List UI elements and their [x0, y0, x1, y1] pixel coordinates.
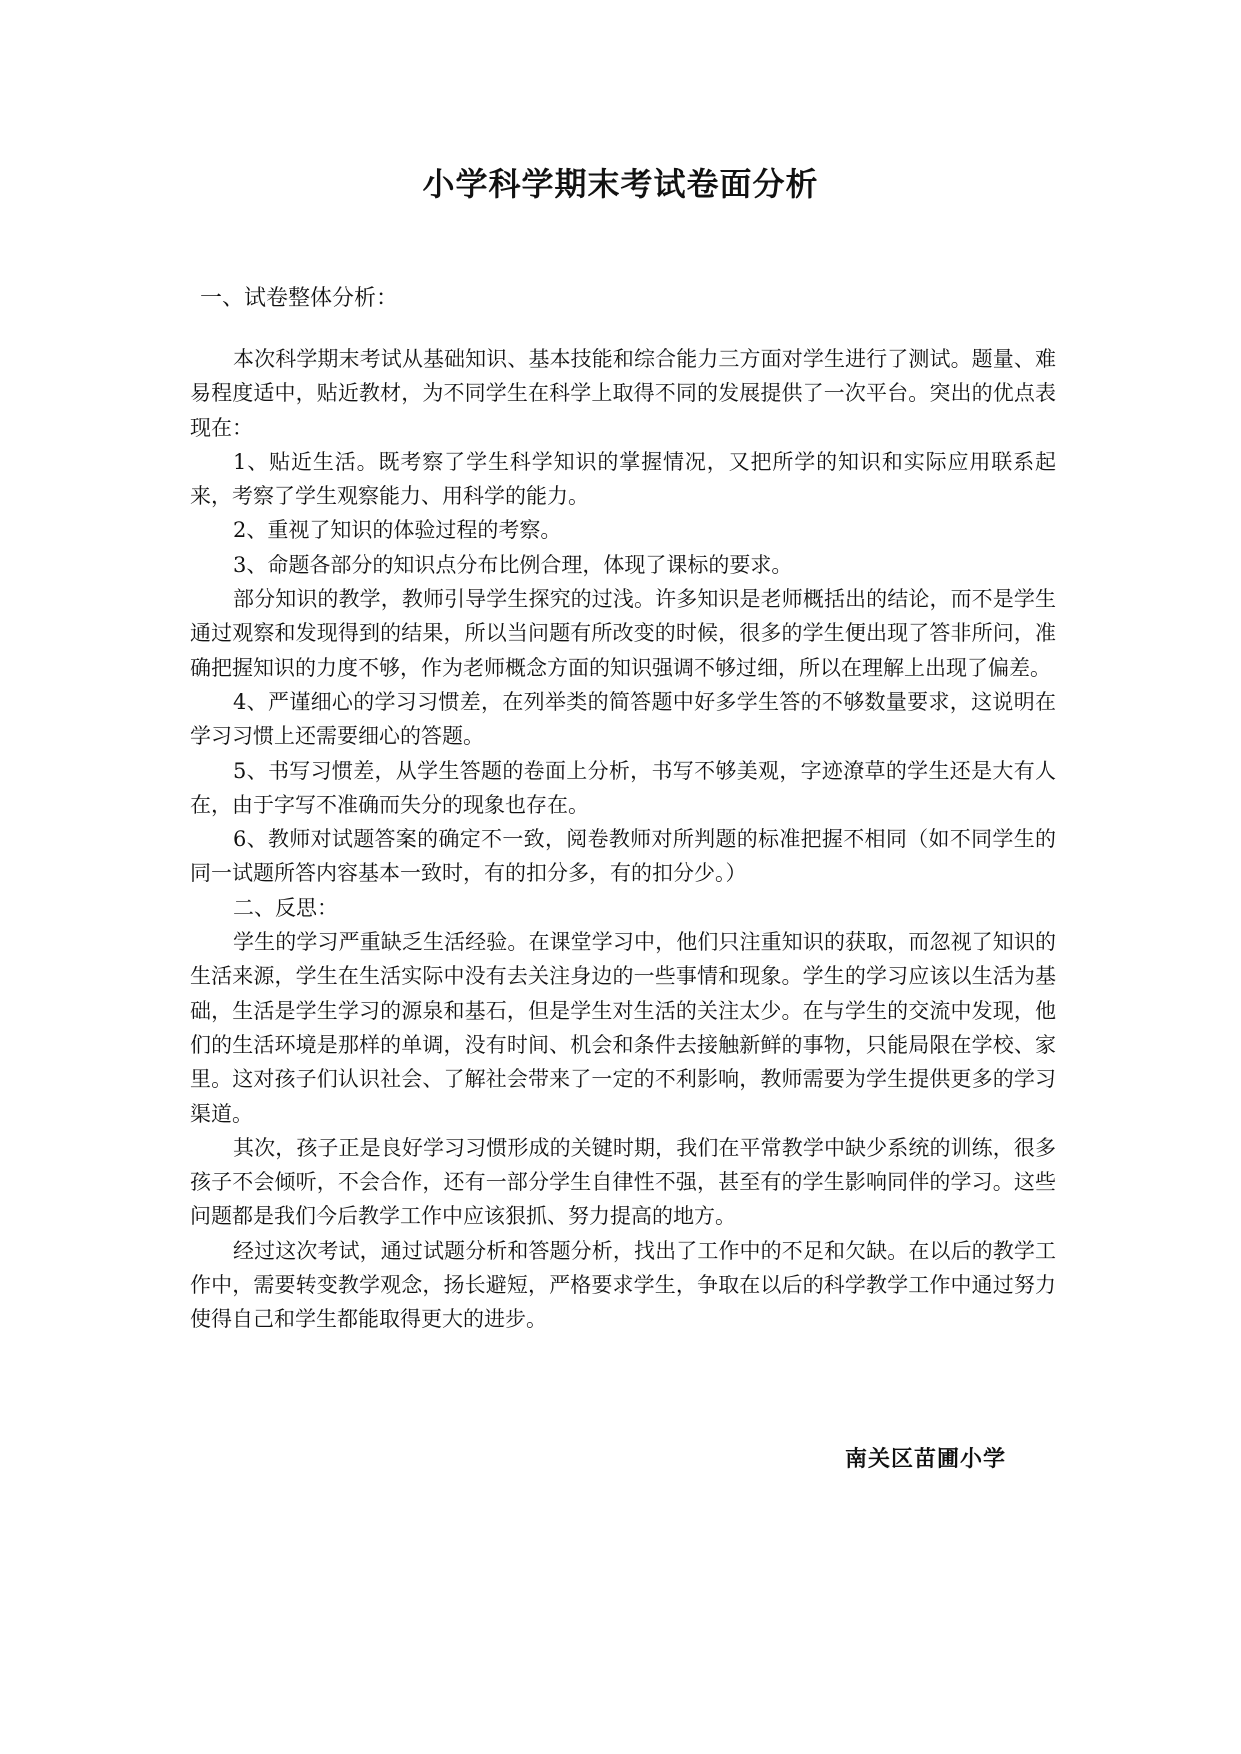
- school-signature: 南关区苗圃小学: [845, 1446, 1007, 1472]
- paragraph-point-4: 4、严谨细心的学习习惯差，在列举类的简答题中好多学生答的不够数量要求，这说明在学习习惯上还需要细心的答题。: [190, 689, 1056, 749]
- paragraph-teaching-issues: 部分知识的教学，教师引导学生探究的过浅。许多知识是老师概括出的结论，而不是学生通过观察和发现得到的结果，所以当问题有所改变的时候，很多的学生便出现了答非所问，准确把握知识的力度不够，作为老师概念方面的知识强调不够过细，所以在理解上出现了偏差。: [190, 587, 1056, 680]
- paragraph-reflection-1: 学生的学习严重缺乏生活经验。在课堂学习中，他们只注重知识的获取，而忽视了知识的生活来源，学生在生活实际中没有去关注身边的一些事情和现象。学生的学习应该以生活为基础，生活是学生学习的源泉和基石，但是学生对生活的关注太少。在与学生的交流中发现，他们的生活环境是那样的单调，没有时间、机会和条件去接触新鲜的事物，只能局限在学校、家里。这对孩子们认识社会、了解社会带来了一定的不利影响，教师需要为学生提供更多的学习渠道。: [190, 930, 1056, 1126]
- paragraph-point-2: 2、重视了知识的体验过程的考察。: [233, 518, 562, 543]
- section-heading-reflection: 二、反思：: [233, 895, 338, 920]
- section-heading-overall-analysis: 一、试卷整体分析：: [200, 286, 399, 311]
- paragraph-point-3: 3、命题各部分的知识点分布比例合理，体现了课标的要求。: [233, 552, 793, 577]
- paragraph-reflection-2: 其次，孩子正是良好学习习惯形成的关键时期，我们在平常教学中缺少系统的训练，很多孩子不会倾听，不会合作，还有一部分学生自律性不强，甚至有的学生影响同伴的学习。这些问题都是我们今后教学工作中应该狠抓、努力提高的地方。: [190, 1135, 1056, 1229]
- paragraph-point-1: 1、贴近生活。既考察了学生科学知识的掌握情况，又把所学的知识和实际应用联系起来，考察了学生观察能力、用科学的能力。: [190, 449, 1056, 509]
- paragraph-point-5: 5、书写习惯差，从学生答题的卷面上分析，书写不够美观，字迹潦草的学生还是大有人在，由于字写不准确而失分的现象也存在。: [190, 758, 1056, 817]
- document-title: 小学科学期末考试卷面分析: [422, 165, 819, 203]
- paragraph-intro: 本次科学期末考试从基础知识、基本技能和综合能力三方面对学生进行了测试。题量、难易程度适中，贴近教材，为不同学生在科学上取得不同的发展提供了一次平台。突出的优点表现在：: [190, 347, 1056, 440]
- document-body: [190, 342, 1056, 1337]
- paragraph-point-6: 6、教师对试题答案的确定不一致，阅卷教师对所判题的标准把握不相同（如不同学生的同一试题所答内容基本一致时，有的扣分多，有的扣分少。）: [190, 827, 1056, 886]
- paragraph-conclusion: 经过这次考试，通过试题分析和答题分析，找出了工作中的不足和欠缺。在以后的教学工作中，需要转变教学观念，扬长避短，严格要求学生，争取在以后的科学教学工作中通过努力使得自己和学生都能取得更大的进步。: [190, 1238, 1056, 1332]
